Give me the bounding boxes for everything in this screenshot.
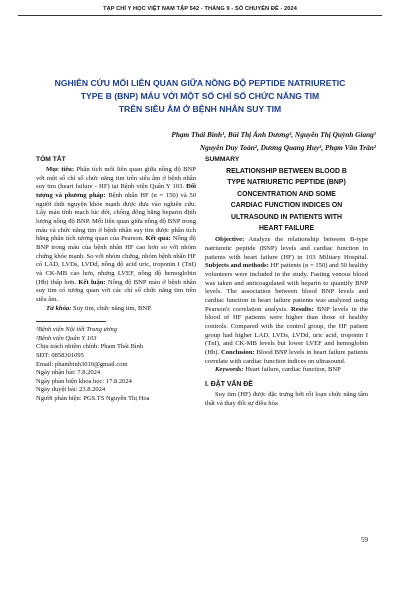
keywords-vi xyxy=(36,305,196,314)
summary-title-line: HEART FAILURE xyxy=(258,225,315,233)
author-line: Phạm Thái Bình¹, Bùi Thị Ánh Dương², Nguyễn Thị Quỳnh Giang¹ xyxy=(171,130,376,139)
summary-heading: SUMMARY xyxy=(205,156,240,163)
intro-heading: I. ĐẶT VẤN ĐỀ xyxy=(205,380,253,388)
summary-text: HF patients (n = 150) and 50 healthy volunteers were included in the study. Fasting venous blood was taken and anticoagulated with heparin to quantify BNP levels. The association between blood BNP levels and cardiac function in heart failure patients was analyzed using Pearson's correlation analysis. xyxy=(205,262,368,313)
abstract-text: Nồng độ BNP máu ở bệnh nhân suy tim có tương quan với các chỉ số chức năng tim trên siêu âm. xyxy=(36,278,197,303)
footnote-corresponding: Chịu trách nhiệm chính: Phạm Thái Bình xyxy=(36,343,144,351)
article-title xyxy=(24,77,376,116)
abstract-text: Phân tích mối liên quan giữa nồng độ BNP với một số chỉ số chức năng tim trên siêu âm ở bệnh nhân suy tim (heart failure - HF) tại Bệnh viện Quân Y 103. xyxy=(36,166,196,191)
summary-label: Results: xyxy=(290,305,314,313)
abstract-text: Nồng độ BNP trong máu của bệnh nhân HF cao hơn so với nhóm chứng khỏe mạnh. So với nhóm chứng, nhóm bệnh nhân HF có LAD, LVDs, LVDd, nồng độ acid uric, troponin I (TnI) và CK-MB cao hơn, nhưng LVEF, nồng độ hemoglobin (Hb) thấp hơn. xyxy=(36,235,196,286)
footnote-phone: SĐT: 0858301095 xyxy=(36,351,84,359)
footnote-email: Email: phambinh3010@gmail.com xyxy=(36,360,128,368)
summary-title-line: CONCENTRATION AND SOME xyxy=(237,190,336,198)
footnote-reviewer: Người phản biện: PGS.TS Nguyễn Thị Hoa xyxy=(36,394,150,402)
summary-text: Blood BNP levels in heart failure patients correlate with cardiac function indices on ultrasound. xyxy=(205,348,368,365)
abstract-label: Kết quả: xyxy=(145,235,171,243)
keywords-text: Suy tim, chức năng tim, BNP. xyxy=(71,304,152,312)
abstract-paragraph xyxy=(36,166,196,305)
summary-title-line: CARDIAC FUNCTION INDICES ON xyxy=(230,202,343,210)
abstract-heading: TÓM TẮT xyxy=(36,156,66,163)
author-line: Nguyễn Duy Toàn², Dương Quang Huy², Phạm Văn Trân² xyxy=(199,143,376,152)
abstract-text: Bệnh nhân HF (n = 150) và 50 người tình nguyện khỏe mạnh được đưa vào nghiên cứu. Lấy máu tĩnh mạch lúc đói, chống đông bằng heparin định lượng nồng độ BNP. Mối liên quan giữa nồng độ BNP trong máu và chức năng tim ở bệnh nhân suy tim được phân tích bằng phân tích tương quan của Pearson. xyxy=(36,191,196,243)
summary-title-line: TYPE NATRIURETIC PEPTIDE (BNP) xyxy=(227,179,346,187)
journal-header: TẠP CHÍ Y HỌC VIỆT NAM TẬP 542 - THÁNG 9 - SỐ CHUYÊN ĐỀ - 2024 xyxy=(103,6,297,12)
summary-title xyxy=(205,166,368,234)
footnote-rule xyxy=(36,321,106,322)
footnote-reviewed: Ngày phản biện khoa học: 17.8.2024 xyxy=(36,377,132,385)
keywords-en xyxy=(205,366,368,375)
summary-label: Subjects and methods: xyxy=(205,262,269,270)
page-number: 59 xyxy=(361,536,368,544)
title-line: TYPE B (BNP) MÁU VỚI MỘT SỐ CHỈ SỐ CHỨC NĂNG TIM xyxy=(80,91,320,101)
author-list xyxy=(150,128,376,154)
abstract-label: Mục tiêu: xyxy=(46,166,75,173)
abstract-label: Kết luận: xyxy=(78,278,106,286)
footnote-affiliation: ²Bệnh viện Quân Y 103 xyxy=(36,334,97,342)
summary-label: Conclusion: xyxy=(220,348,255,356)
footnote-affiliation: ¹Bệnh viện Nội tiết Trung ương xyxy=(36,326,117,334)
summary-label: Objective: xyxy=(215,236,245,244)
summary-title-line: ULTRASOUND IN PATIENTS WITH xyxy=(230,213,342,221)
header-rule xyxy=(18,15,382,16)
title-line: NGHIÊN CỨU MỐI LIÊN QUAN GIỮA NỒNG ĐỘ PEPTIDE NATRIURETIC xyxy=(54,78,346,88)
keywords-text: Heart failure, cardiac function, BNP xyxy=(243,366,341,374)
summary-paragraph xyxy=(205,236,368,366)
summary-text: BNP levels in the blood of HF patients were higher than those of healthy controls. Compared with the control group, the HF patient group had higher LAD, LVDs, LVDd, uric acid, troponin I (TnI), and CK-MB levels but lower LVEF and hemoglobin (Hb). xyxy=(205,305,368,356)
summary-title-line: RELATIONSHIP BETWEEN BLOOD B xyxy=(226,168,347,175)
summary-text: Analyze the relationship between B-type natriuretic peptide (BNP) levels and cardiac function in patients with heart failure (HF) in 103 Military Hospital. xyxy=(205,236,368,261)
left-column xyxy=(36,156,196,404)
keywords-label: Từ khóa: xyxy=(46,304,72,312)
footnote-received: Ngày nhận bài: 7.8.2024 xyxy=(36,369,101,377)
title-line: TRÊN SIÊU ÂM Ở BỆNH NHÂN SUY TIM xyxy=(118,104,282,114)
right-column xyxy=(205,156,368,408)
keywords-label: Keywords: xyxy=(215,366,244,374)
abstract-label: Đối tượng và phương pháp: xyxy=(36,183,196,199)
intro-paragraph: Suy tim (HF) được đặc trưng bởi rối loạn chức năng tâm thất và thay đổi sự điều hòa xyxy=(205,390,368,407)
footnote-accepted: Ngày duyệt bài: 23.8.2024 xyxy=(36,386,106,394)
